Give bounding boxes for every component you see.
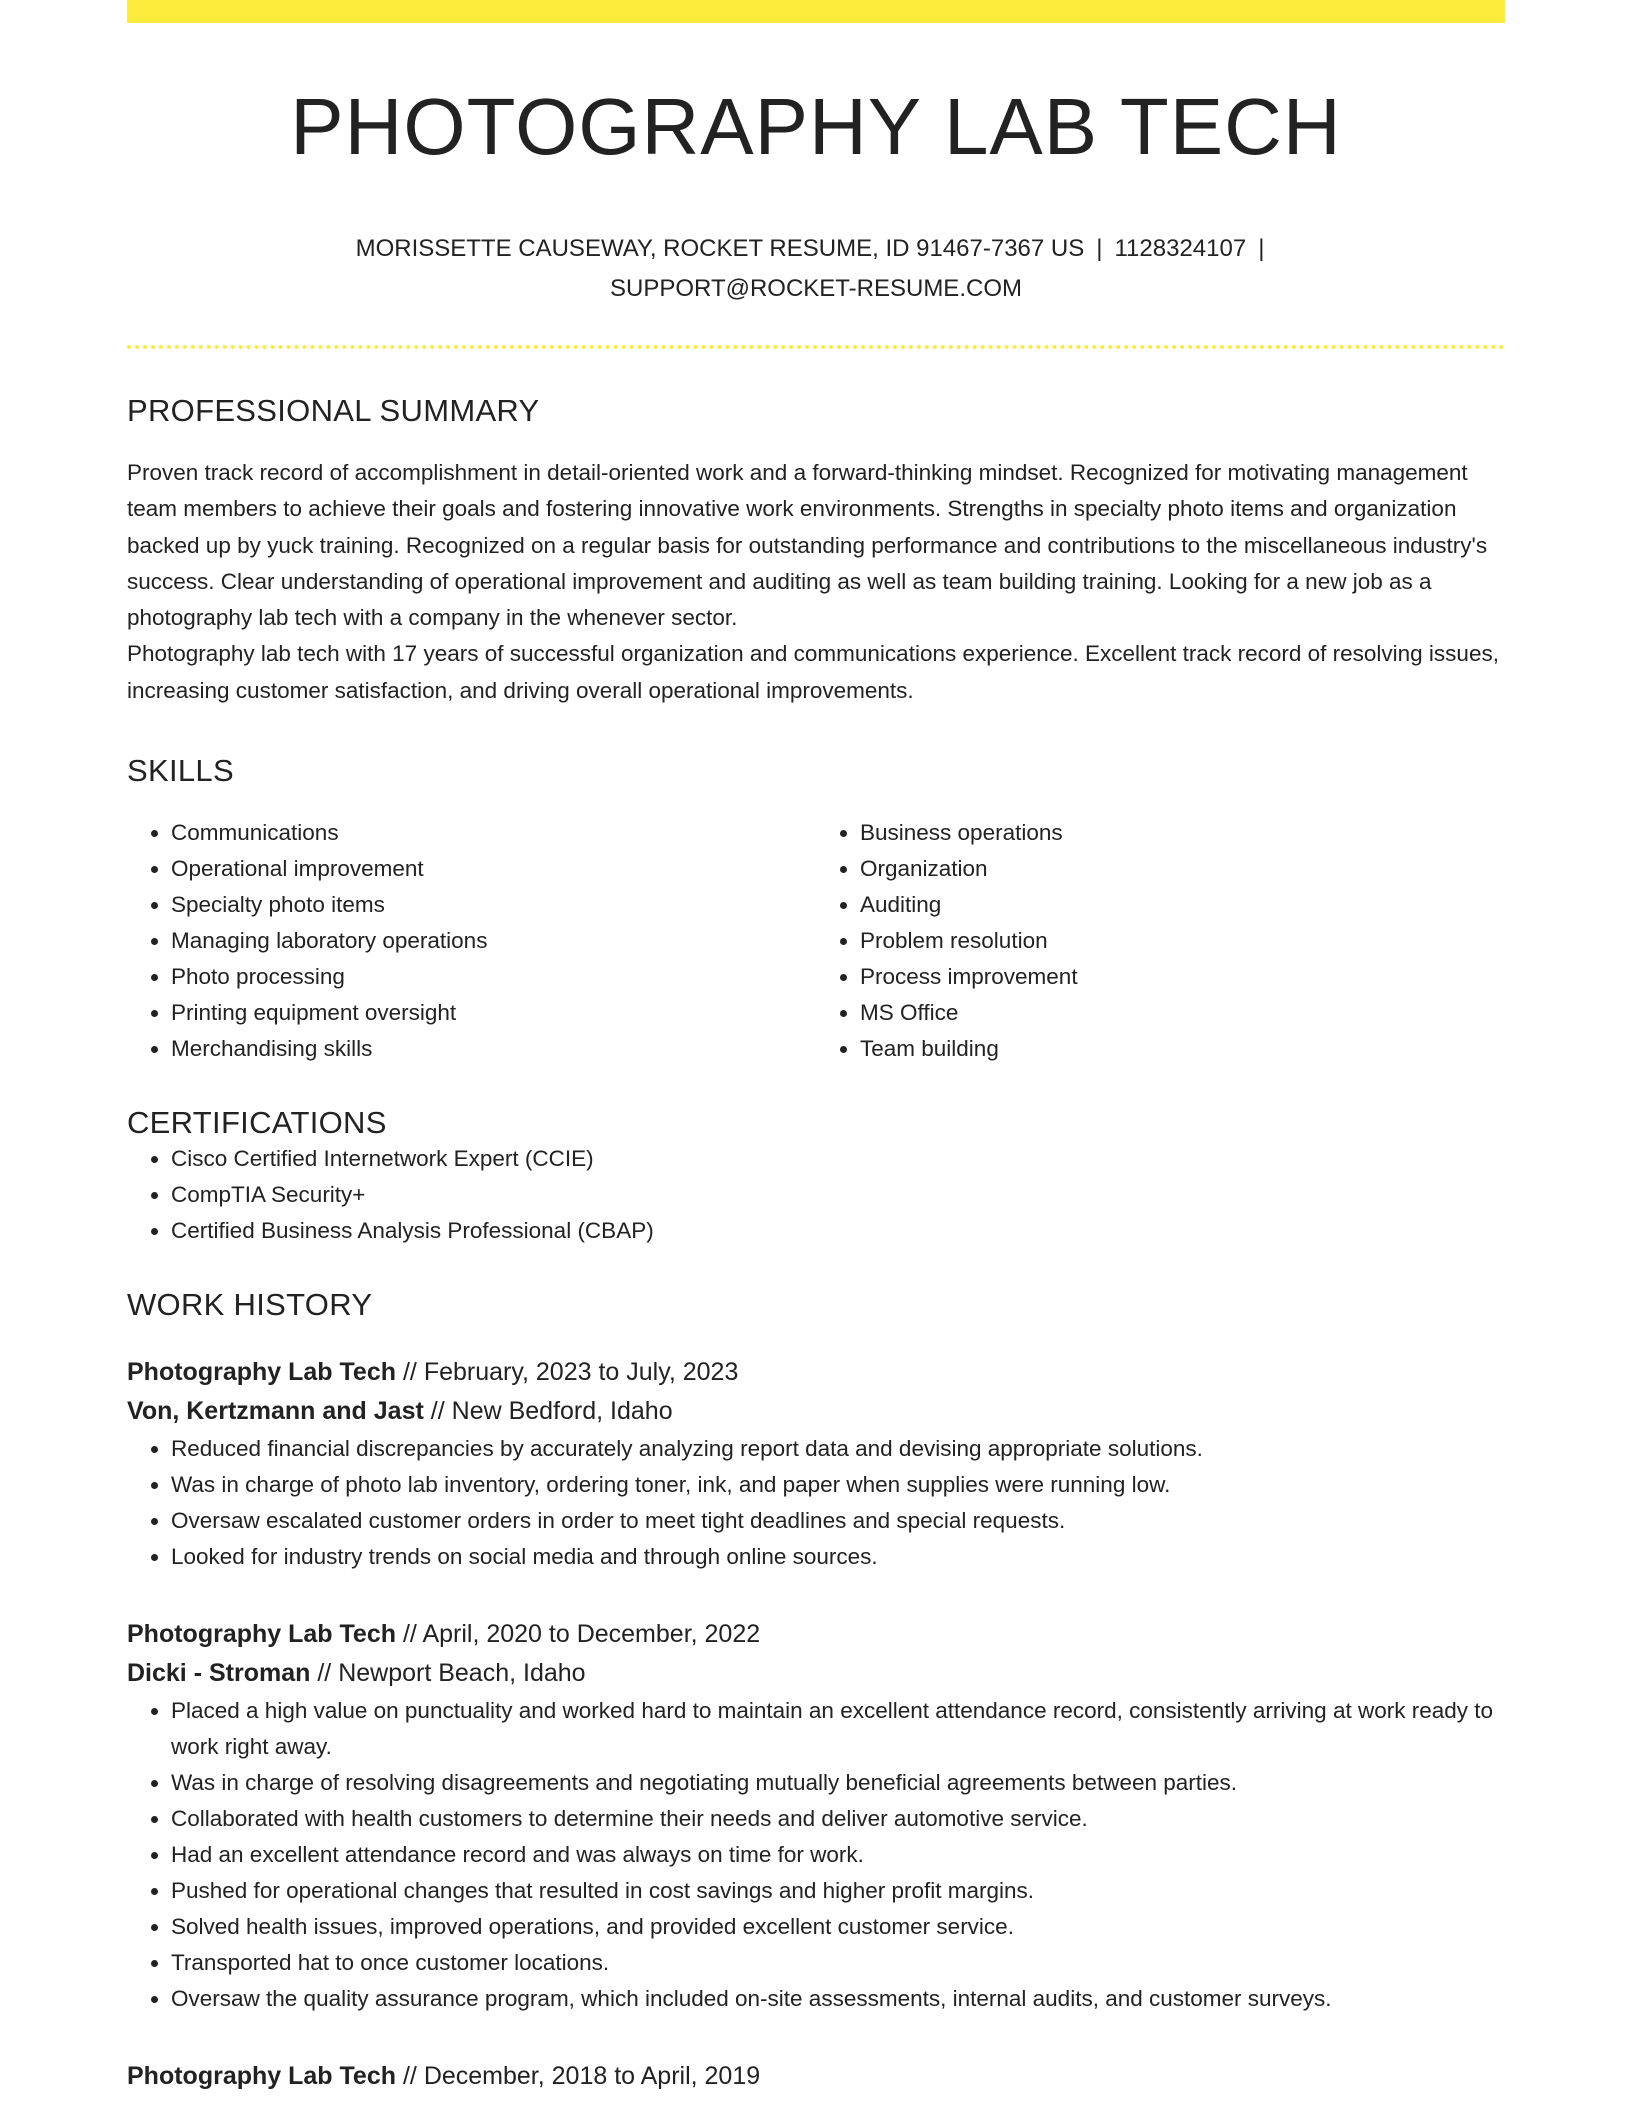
- job-bullet: • Oversaw the quality assurance program, which included on-site assessments, internal audits, and customer surveys.: [171, 1981, 1505, 2017]
- job-bullet: • Solved health issues, improved operations, and provided excellent customer service.: [171, 1909, 1505, 1945]
- certification-item: • Cisco Certified Internetwork Expert (CCIE): [171, 1141, 1505, 1177]
- skill-item: • Operational improvement: [171, 851, 816, 887]
- contact-separator: |: [1258, 235, 1265, 262]
- work-history-heading: WORK HISTORY: [127, 1287, 373, 1323]
- job-separator: //: [430, 1397, 445, 1426]
- certification-item: • Certified Business Analysis Professional (CBAP): [171, 1213, 1505, 1249]
- skill-item: • Business operations: [860, 815, 1505, 851]
- skill-item: • Specialty photo items: [171, 887, 816, 923]
- certification-item: • CompTIA Security+: [171, 1177, 1505, 1213]
- contact-line-2: [127, 269, 1505, 309]
- summary-paragraph: Proven track record of accomplishment in detail-oriented work and a forward-thinking mindset. Recognized for motivating management team members to achieve their goals and fostering innovative work environments. Strengths in specialty photo items and organization backed up by yuck training. Recognized on a regular basis for outstanding performance and contributions to the miscellaneous industry's success. Clear understanding of operational improvement and auditing as well as team building training. Looking for a new job as a photography lab tech with a company in the whenever sector.: [127, 460, 1488, 631]
- job-title: Photography Lab Tech: [127, 2062, 396, 2091]
- summary-heading: PROFESSIONAL SUMMARY: [127, 393, 540, 428]
- job-bullet: • Was in charge of photo lab inventory, ordering toner, ink, and paper when supplies were running low.: [171, 1467, 1505, 1503]
- job-bullet: • Collaborated with health customers to determine their needs and deliver automotive service.: [171, 1801, 1505, 1837]
- skill-item: • Printing equipment oversight: [171, 995, 816, 1031]
- contact-email: SUPPORT@ROCKET-RESUME.COM: [610, 275, 1022, 302]
- job-title: Photography Lab Tech: [127, 1620, 396, 1649]
- job-bullet: • Reduced financial discrepancies by accurately analyzing report data and devising appropriate solutions.: [171, 1431, 1505, 1467]
- job-bullet: • Pushed for operational changes that resulted in cost savings and higher profit margins.: [171, 1873, 1505, 1909]
- job-location: New Bedford, Idaho: [451, 1397, 673, 1426]
- job-entry: [127, 1353, 1505, 1575]
- job-bullet: • Looked for industry trends on social media and through online sources.: [171, 1539, 1505, 1575]
- skill-item: • MS Office: [860, 995, 1505, 1031]
- job-entry: [127, 1615, 1505, 2017]
- job-title-line: [127, 1353, 1505, 1392]
- skills-heading: SKILLS: [127, 753, 234, 789]
- skill-item: • Photo processing: [171, 959, 816, 995]
- job-separator: //: [317, 1659, 332, 1688]
- job-entry: [127, 2057, 1505, 2096]
- skill-item: • Organization: [860, 851, 1505, 887]
- job-title-line: [127, 2057, 1505, 2096]
- top-accent-bar: [127, 0, 1505, 23]
- job-bullet-list: [127, 1431, 1505, 1575]
- resume-name: PHOTOGRAPHY LAB TECH: [290, 82, 1342, 171]
- job-separator: //: [402, 2062, 417, 2091]
- skills-list-right: [816, 815, 1505, 1067]
- skill-item: • Process improvement: [860, 959, 1505, 995]
- job-bullet: • Transported hat to once customer locations.: [171, 1945, 1505, 1981]
- contact-separator: |: [1096, 235, 1103, 262]
- contact-info: [127, 229, 1505, 309]
- contact-line-1: [127, 229, 1505, 269]
- job-separator: //: [402, 1620, 417, 1649]
- resume-page: [127, 0, 1505, 2096]
- skill-item: • Managing laboratory operations: [171, 923, 816, 959]
- contact-address: MORISSETTE CAUSEWAY, ROCKET RESUME, ID 91467-7367 US: [355, 235, 1085, 262]
- skill-item: • Team building: [860, 1031, 1505, 1067]
- skill-item: • Merchandising skills: [171, 1031, 816, 1067]
- job-bullet: • Was in charge of resolving disagreements and negotiating mutually beneficial agreements between parties.: [171, 1765, 1505, 1801]
- job-company-line: [127, 1392, 1505, 1431]
- skill-item: • Problem resolution: [860, 923, 1505, 959]
- job-bullet: • Placed a high value on punctuality and worked hard to maintain an excellent attendance record, consistently arriving at work ready to work right away.: [171, 1693, 1505, 1765]
- skills-list-left: [127, 815, 816, 1067]
- dotted-divider: [127, 345, 1505, 349]
- skill-item: • Auditing: [860, 887, 1505, 923]
- job-dates: February, 2023 to July, 2023: [423, 1358, 739, 1387]
- skill-item: • Communications: [171, 815, 816, 851]
- job-title: Photography Lab Tech: [127, 1358, 396, 1387]
- job-company: Dicki - Stroman: [127, 1659, 311, 1688]
- certifications-list: [127, 1141, 1505, 1249]
- job-dates: December, 2018 to April, 2019: [423, 2062, 761, 2091]
- job-separator: //: [402, 1358, 417, 1387]
- certifications-heading: CERTIFICATIONS: [127, 1105, 387, 1141]
- job-location: Newport Beach, Idaho: [338, 1659, 586, 1688]
- job-company: Von, Kertzmann and Jast: [127, 1397, 424, 1426]
- job-bullet-list: [127, 1693, 1505, 2017]
- job-company-line: [127, 1654, 1505, 1693]
- skills-grid: [127, 815, 1505, 1067]
- job-title-line: [127, 1615, 1505, 1654]
- job-bullet: • Oversaw escalated customer orders in order to meet tight deadlines and special requests.: [171, 1503, 1505, 1539]
- job-bullet: • Had an excellent attendance record and was always on time for work.: [171, 1837, 1505, 1873]
- job-dates: April, 2020 to December, 2022: [422, 1620, 761, 1649]
- summary-text: [127, 455, 1505, 709]
- contact-phone: 1128324107: [1114, 235, 1247, 262]
- summary-paragraph: Photography lab tech with 17 years of successful organization and communications experience. Excellent track record of resolving issues, increasing customer satisfaction, and driving overall operational improvements.: [127, 641, 1499, 703]
